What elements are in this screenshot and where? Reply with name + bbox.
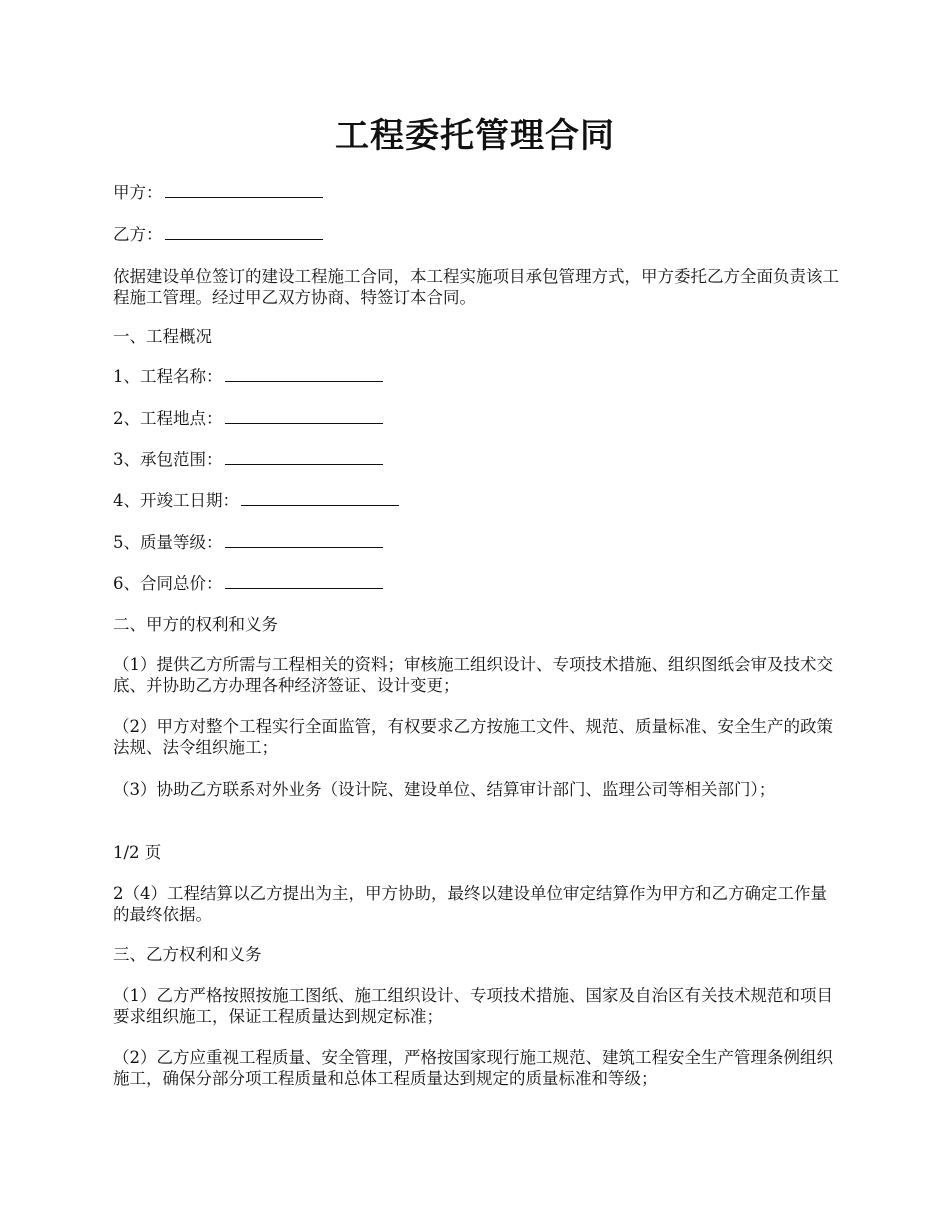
party-b-duty: （2）乙方应重视工程质量、安全管理，严格按国家现行施工规范、建筑工程安全生产管理条例组织施工，确保分部分项工程质量和总体工程质量达到规定的质量标准和等级； bbox=[113, 1048, 833, 1088]
party-a-duty: （2）甲方对整个工程实行全面监管，有权要求乙方按施工文件、规范、质量标准、安全生产的政策法规、法令组织施工； bbox=[113, 717, 833, 757]
overview-item bbox=[113, 532, 843, 553]
section1-heading: 一、工程概况 bbox=[113, 327, 212, 346]
overview-blank bbox=[225, 450, 383, 465]
overview-blank bbox=[225, 533, 383, 548]
party-b-duty: （1）乙方严格按照按施工图纸、施工组织设计、专项技术措施、国家及自治区有关技术规范和项目要求组织施工，保证工程质量达到规定标准； bbox=[113, 986, 833, 1026]
party-a-label: 甲方： bbox=[113, 183, 163, 202]
overview-blank bbox=[225, 409, 383, 424]
overview-item bbox=[113, 366, 843, 387]
overview-blank bbox=[241, 491, 399, 506]
overview-item bbox=[113, 408, 843, 429]
party-a-line bbox=[113, 182, 843, 203]
party-b-blank bbox=[165, 225, 323, 240]
party-b-label: 乙方： bbox=[113, 225, 163, 244]
overview-label: 6、合同总价： bbox=[113, 574, 223, 593]
overview-label: 2、工程地点： bbox=[113, 409, 223, 428]
overview-item bbox=[113, 573, 843, 594]
page-marker: 1/2 页 bbox=[113, 843, 162, 862]
overview-label: 4、开竣工日期： bbox=[113, 491, 239, 510]
overview-blank bbox=[225, 367, 383, 382]
overview-item bbox=[113, 449, 843, 470]
party-b-line bbox=[113, 224, 843, 245]
overview-label: 3、承包范围： bbox=[113, 450, 223, 469]
overview-label: 1、工程名称： bbox=[113, 367, 223, 386]
section2-heading: 二、甲方的权利和义务 bbox=[113, 615, 278, 634]
document-title: 工程委托管理合同 bbox=[335, 116, 615, 156]
section3-heading: 三、乙方权利和义务 bbox=[113, 945, 262, 964]
party-a-duty: （1）提供乙方所需与工程相关的资料；审核施工组织设计、专项技术措施、组织图纸会审及技术交底、并协助乙方办理各种经济签证、设计变更； bbox=[113, 655, 833, 695]
intro-paragraph: 依据建设单位签订的建设工程施工合同，本工程实施项目承包管理方式，甲方委托乙方全面负责该工程施工管理。经过甲乙双方协商、特签订本合同。 bbox=[113, 267, 839, 307]
party-a-duty: （3）协助乙方联系对外业务（设计院、建设单位、结算审计部门、监理公司等相关部门）； bbox=[113, 780, 776, 799]
continued-item: 2（4）工程结算以乙方提出为主，甲方协助，最终以建设单位审定结算作为甲方和乙方确定工作量的最终依据。 bbox=[113, 884, 827, 924]
overview-item bbox=[113, 490, 843, 511]
overview-blank bbox=[225, 574, 383, 589]
overview-label: 5、质量等级： bbox=[113, 533, 223, 552]
party-a-blank bbox=[165, 183, 323, 198]
